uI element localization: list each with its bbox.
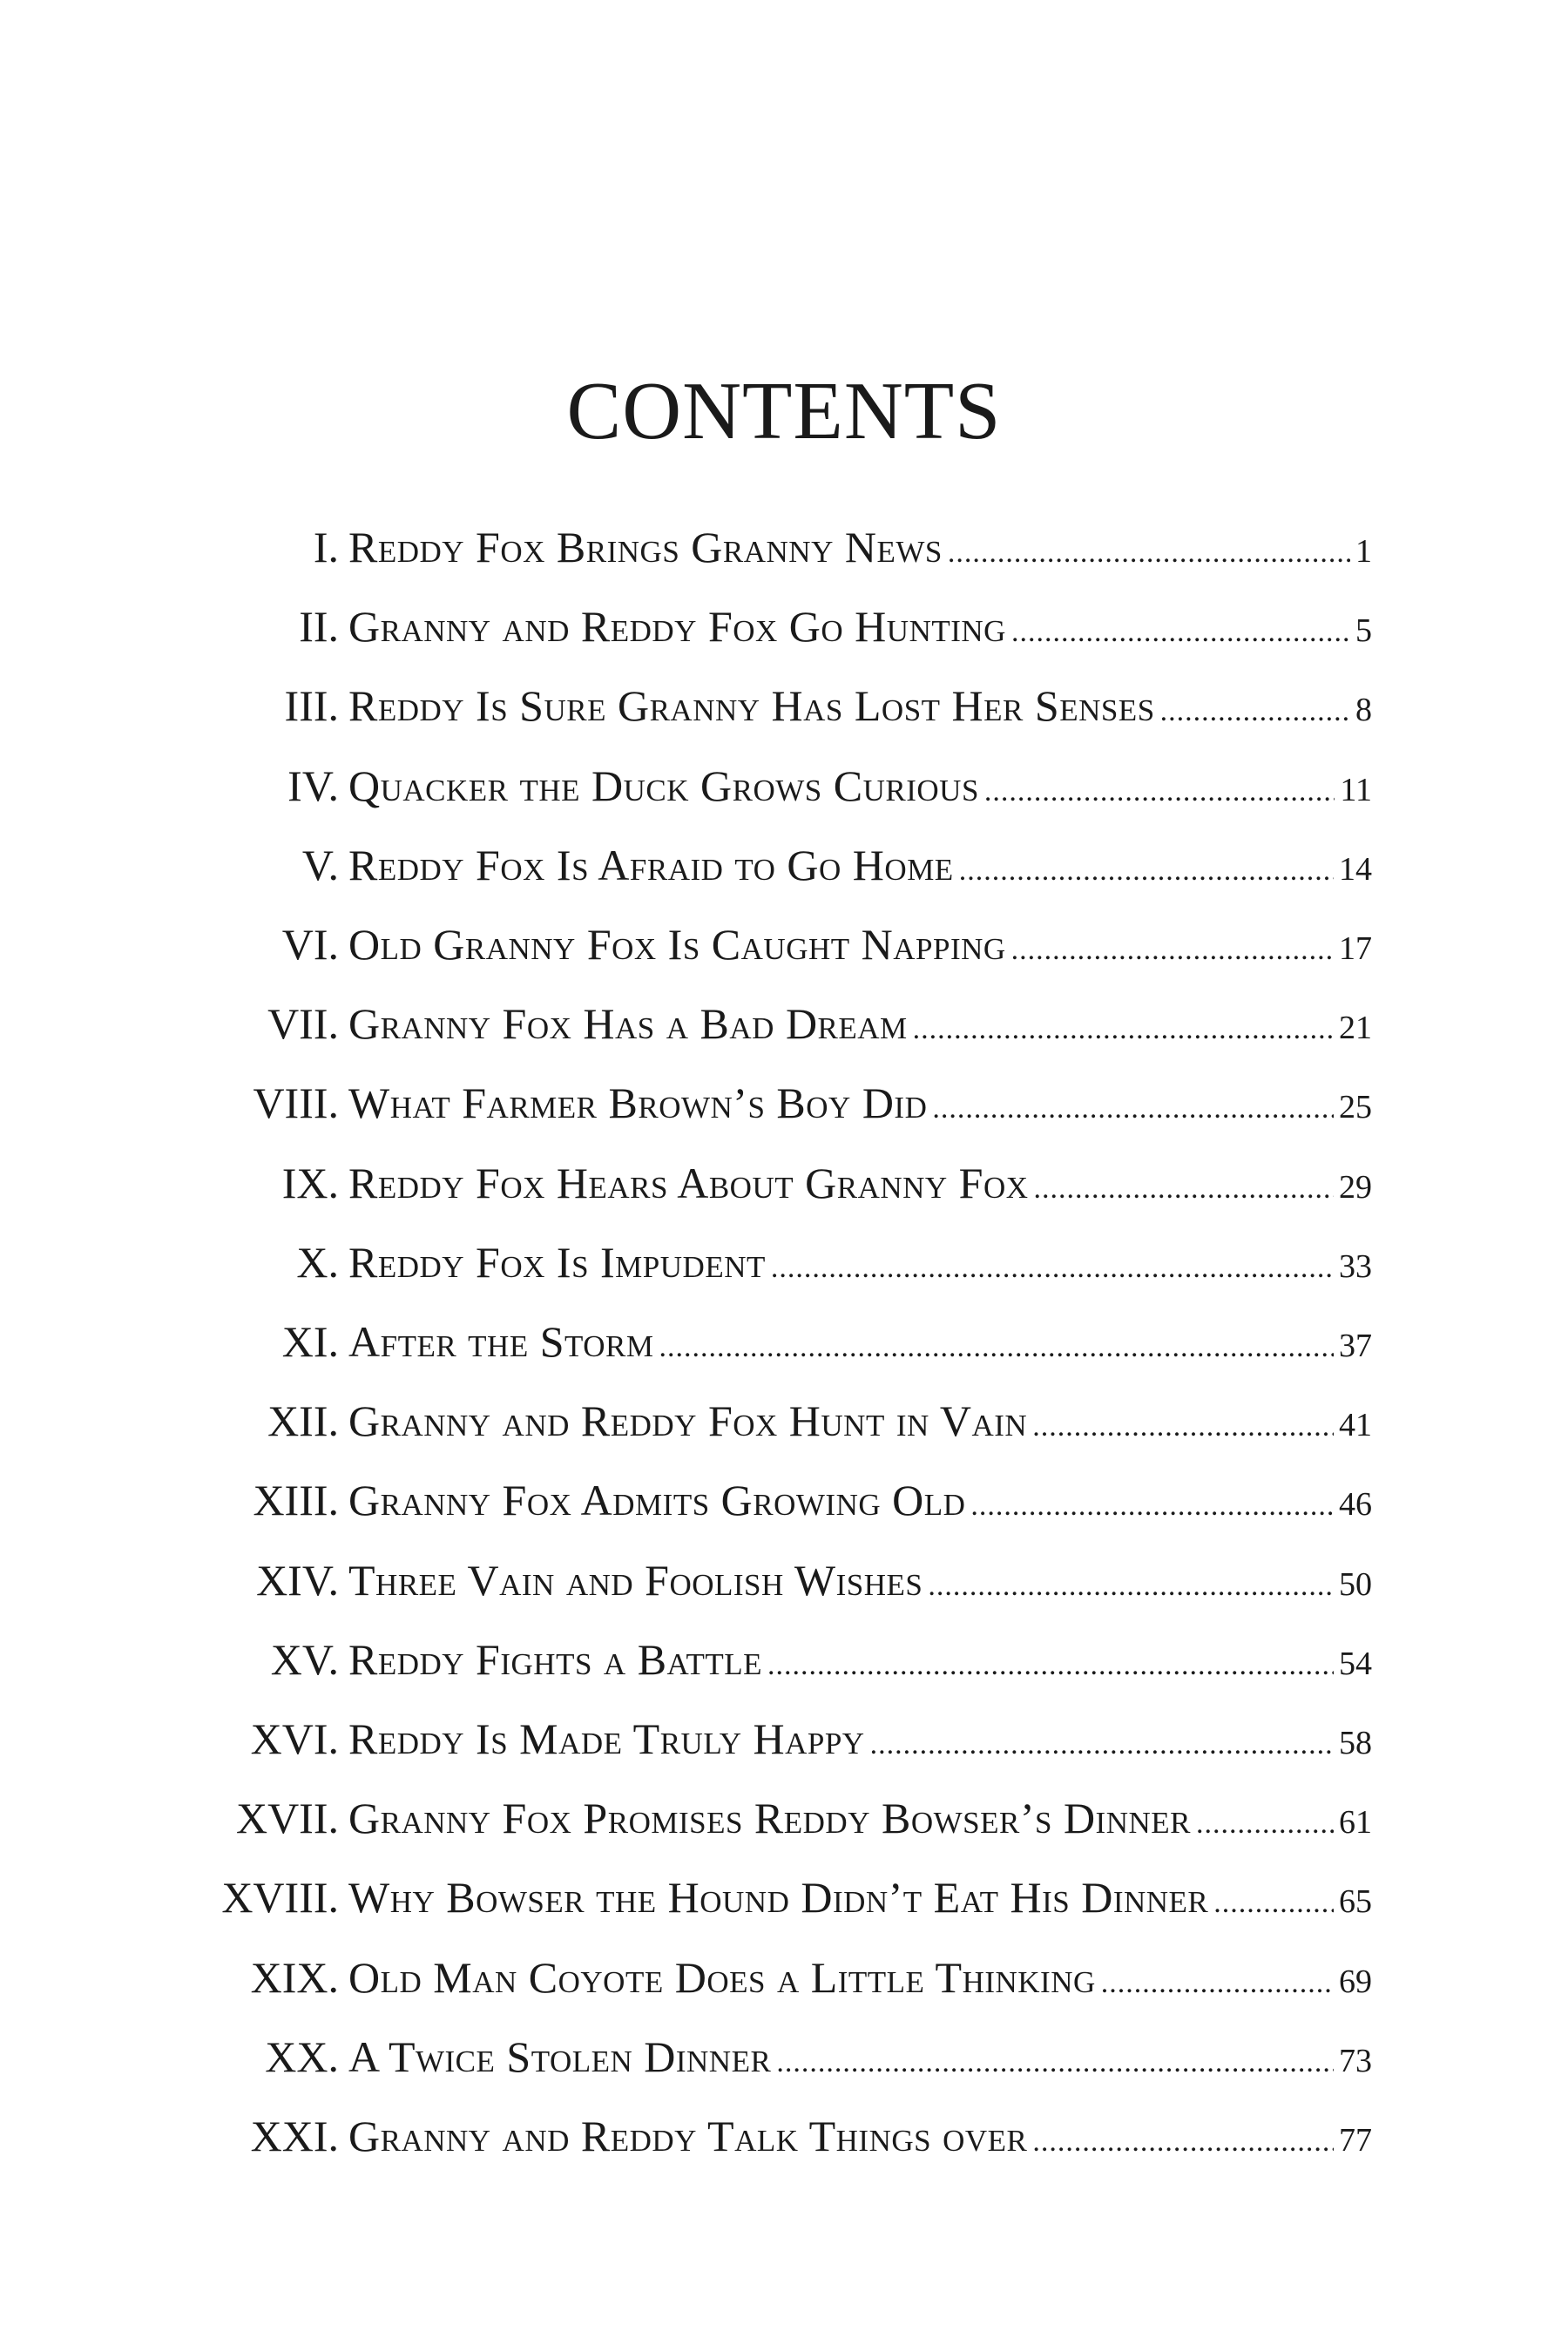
chapter-title: Reddy Fights a Battle [348, 1634, 762, 1684]
toc-leader-line [348, 760, 1372, 810]
toc-entry [0, 1461, 1568, 1531]
dot-leader [1160, 697, 1350, 727]
chapter-numeral: XXI. [250, 2112, 339, 2160]
toc-entry [0, 984, 1568, 1054]
chapter-numeral: VII. [267, 999, 339, 1049]
chapter-title: Reddy Is Made Truly Happy [348, 1714, 865, 1763]
page-number: 14 [1339, 850, 1372, 888]
dot-leader [984, 777, 1335, 807]
dot-leader [659, 1333, 1334, 1362]
chapter-numeral: XVI. [250, 1714, 339, 1763]
page-number: 17 [1339, 930, 1372, 967]
toc-entry [0, 1779, 1568, 1848]
chapter-title: Reddy Fox Hears About Granny Fox [348, 1158, 1029, 1207]
toc-leader-line [348, 602, 1372, 652]
dot-leader [1101, 1969, 1334, 1998]
chapter-title: Granny Fox Admits Growing Old [348, 1476, 966, 1525]
toc-entry [0, 1858, 1568, 1928]
toc-entry [0, 1302, 1568, 1372]
dot-leader [1034, 1174, 1334, 1204]
dot-leader [959, 856, 1334, 886]
page-number: 29 [1339, 1168, 1372, 1206]
chapter-title: Old Granny Fox Is Caught Napping [348, 920, 1006, 969]
dot-leader [767, 1651, 1334, 1680]
dot-leader [970, 1491, 1334, 1521]
chapter-title: Granny and Reddy Fox Go Hunting [348, 602, 1006, 652]
chapter-title: After the Storm [348, 1317, 654, 1366]
page-number: 61 [1339, 1804, 1372, 1842]
page-number: 21 [1339, 1010, 1372, 1047]
page-number: 1 [1355, 533, 1372, 570]
toc-entry [0, 1144, 1568, 1213]
toc-leader-line [348, 1317, 1372, 1366]
page-number: 41 [1339, 1407, 1372, 1444]
dot-leader [913, 1015, 1334, 1044]
toc-entry [0, 1938, 1568, 2008]
toc-entry [0, 905, 1568, 975]
toc-entry [0, 1223, 1568, 1293]
dot-leader [1032, 1412, 1334, 1442]
toc-entry [0, 2097, 1568, 2166]
page-number: 65 [1339, 1883, 1372, 1921]
toc-entry [0, 666, 1568, 736]
chapter-numeral: XIII. [253, 1476, 339, 1525]
toc-entry [0, 508, 1568, 578]
chapter-numeral: V. [301, 840, 339, 889]
chapter-title: Reddy Fox Brings Granny News [348, 523, 943, 571]
toc-leader-line [348, 2114, 1372, 2158]
toc-leader-line [348, 999, 1372, 1049]
page-number: 11 [1340, 771, 1372, 808]
chapter-numeral: VI. [281, 920, 339, 969]
chapter-title: Reddy Fox Is Impudent [348, 1237, 766, 1287]
chapter-title: Reddy Is Sure Granny Has Lost Her Senses [348, 681, 1155, 731]
toc-entry [0, 826, 1568, 896]
chapter-title: What Farmer Brown’s Boy Did [348, 1078, 928, 1128]
toc-leader-line [348, 1158, 1372, 1207]
toc-leader-line [348, 525, 1372, 569]
chapter-numeral: XV. [270, 1634, 339, 1684]
toc-leader-line [348, 1714, 1372, 1763]
chapter-numeral: XII. [267, 1396, 339, 1446]
chapter-title: Granny Fox Has a Bad Dream [348, 999, 908, 1049]
dot-leader [1032, 2127, 1334, 2157]
chapter-title: Granny Fox Promises Reddy Bowser’s Dinner [348, 1794, 1191, 1843]
page-number: 77 [1339, 2122, 1372, 2159]
chapter-numeral: I. [313, 523, 339, 571]
dot-leader [928, 1571, 1334, 1601]
toc-leader-line [348, 1237, 1372, 1287]
toc-entry [0, 1700, 1568, 1769]
chapter-numeral: VIII. [253, 1078, 339, 1128]
toc-leader-line [348, 840, 1372, 889]
dot-leader [948, 538, 1350, 568]
toc-leader-line [348, 681, 1372, 731]
dot-leader [870, 1730, 1334, 1760]
page-number: 46 [1339, 1486, 1372, 1524]
chapter-numeral: IX. [281, 1158, 339, 1207]
chapter-title: Quacker the Duck Grows Curious [348, 760, 979, 810]
toc-entry [0, 1620, 1568, 1690]
toc-entry [0, 587, 1568, 657]
chapter-numeral: XVII. [235, 1794, 339, 1843]
page-number: 25 [1339, 1089, 1372, 1126]
chapter-title: Reddy Fox Is Afraid to Go Home [348, 840, 954, 889]
page-number: 54 [1339, 1645, 1372, 1682]
toc-leader-line [348, 2031, 1372, 2081]
chapter-title: A Twice Stolen Dinner [348, 2031, 772, 2081]
toc-leader-line [348, 1873, 1372, 1923]
toc-entry [0, 1382, 1568, 1451]
page-number: 5 [1355, 612, 1372, 650]
dot-leader [1213, 1889, 1334, 1918]
chapter-numeral: III. [284, 681, 339, 731]
page-number: 33 [1339, 1247, 1372, 1285]
toc-leader-line [348, 1794, 1372, 1843]
toc-leader-line [348, 1078, 1372, 1128]
chapter-title: Granny and Reddy Fox Hunt in Vain [348, 1396, 1028, 1446]
chapter-numeral: XI. [281, 1317, 339, 1366]
toc-entry [0, 1541, 1568, 1611]
chapter-title: Granny and Reddy Talk Things over [348, 2112, 1028, 2160]
dot-leader [932, 1094, 1334, 1124]
chapter-numeral: XX. [265, 2031, 339, 2081]
page-title: CONTENTS [566, 365, 1002, 456]
toc-leader-line [348, 920, 1372, 969]
page-number: 69 [1339, 1963, 1372, 2000]
dot-leader [1196, 1809, 1334, 1839]
dot-leader [1011, 936, 1334, 965]
toc-leader-line [348, 1952, 1372, 2002]
dot-leader [771, 1254, 1334, 1283]
toc-leader-line [348, 1555, 1372, 1605]
toc-leader-line [348, 1634, 1372, 1684]
chapter-numeral: XIX. [250, 1952, 339, 2002]
toc-entry [0, 747, 1568, 816]
toc-leader-line [348, 1396, 1372, 1446]
toc-entry [0, 1064, 1568, 1133]
page-number: 8 [1355, 692, 1372, 729]
page-number: 58 [1339, 1725, 1372, 1761]
chapter-numeral: X. [296, 1237, 339, 1287]
chapter-numeral: XIV. [256, 1555, 339, 1605]
page-number: 50 [1339, 1565, 1372, 1603]
toc-entry [0, 2017, 1568, 2087]
chapter-title: Old Man Coyote Does a Little Thinking [348, 1952, 1096, 2002]
chapter-title: Why Bowser the Hound Didn’t Eat His Dinner [348, 1873, 1209, 1923]
chapter-title: Three Vain and Foolish Wishes [348, 1555, 923, 1605]
dot-leader [776, 2048, 1334, 2078]
toc-leader-line [348, 1476, 1372, 1525]
page-number: 73 [1339, 2042, 1372, 2079]
chapter-numeral: IV. [287, 760, 339, 810]
chapter-numeral: XVIII. [221, 1873, 339, 1923]
dot-leader [1011, 618, 1350, 647]
chapter-numeral: II. [299, 602, 339, 652]
page-number: 37 [1339, 1328, 1372, 1364]
